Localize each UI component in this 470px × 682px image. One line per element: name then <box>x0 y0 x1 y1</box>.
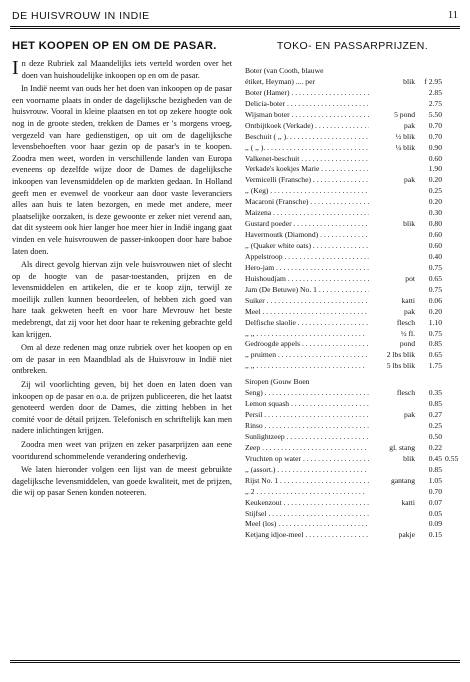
article-body <box>12 58 232 499</box>
item-price: 0.85 <box>428 399 442 409</box>
item-price: 0.45 <box>428 453 442 463</box>
price-row <box>245 263 460 274</box>
item-price: 0.27 <box>428 410 442 420</box>
item-unit: pak <box>404 410 415 420</box>
item-name: Hero-jam . . . <box>245 263 369 274</box>
price-row <box>245 432 460 443</box>
item-name: Ontbijtkoek (Verkade) . . . <box>245 121 369 132</box>
price-row <box>245 274 460 285</box>
item-price: 0.65 <box>428 350 442 360</box>
item-price: 0.70 <box>428 131 442 141</box>
price-row <box>245 66 460 77</box>
price-row <box>245 230 460 241</box>
item-price: 0.07 <box>428 497 442 507</box>
article-paragraph <box>12 379 232 437</box>
item-name: Rijst No. 1 . . . <box>245 476 369 487</box>
item-name: Lemon squash . . . <box>245 399 369 410</box>
item-name: Beschuit ( ,, ). . . . <box>245 132 369 143</box>
item-name: Wijsman boter . . . <box>245 110 369 121</box>
price-row <box>245 318 460 329</box>
price-list-column <box>245 40 460 541</box>
price-row <box>245 410 460 421</box>
price-row <box>245 361 460 372</box>
item-unit: pak <box>404 175 415 185</box>
article-paragraph <box>12 259 232 340</box>
paragraph-text: Om al deze redenen mag onze rubriek over het koopen op en om de pasar in een Maandblad als de Huisvrouw in Indië niet ontbreken. <box>12 343 232 376</box>
price-row <box>245 164 460 175</box>
item-unit: gl. stang <box>389 442 415 452</box>
item-price: 1.10 <box>428 317 442 327</box>
item-name: Suiker . . . <box>245 296 369 307</box>
price-row <box>245 154 460 165</box>
item-price: 0.35 <box>428 388 442 398</box>
item-price: 0.65 <box>428 273 442 283</box>
price-row <box>245 498 460 509</box>
price-row <box>245 99 460 110</box>
item-price: 5.50 <box>428 109 442 119</box>
price-row <box>245 307 460 318</box>
paragraph-text: Zij wil voorlichting geven, bij het doen en laten doen van inkoopen op de pasar en o.a. de prijzen publiceeren, die het laatst genoteerd werden door de Dames, die zitting hebben in het comité voor de détail prijzen. Telefonisch en schriftelijk kan men nadere inlichtingen krijgen. <box>12 380 232 436</box>
item-name: Appelstroop . . . <box>245 252 369 263</box>
item-name: Boter (van Cooth, blauwe <box>245 66 324 75</box>
paragraph-text: n deze Rubriek zal Maandelijks iets verteld worden over het doen van huishoudelijke inkoopen op en om de pasar. <box>21 59 232 80</box>
item-unit: blik <box>403 219 415 229</box>
article-paragraph <box>12 342 232 377</box>
item-price: 1.05 <box>428 475 442 485</box>
item-price: 0.70 <box>428 120 442 130</box>
price-row <box>245 399 460 410</box>
item-name: Gustard poeder . . . <box>245 219 369 230</box>
item-name: Zeep . . . <box>245 443 369 454</box>
item-unit: ¼ blik <box>395 142 415 152</box>
item-price: 0.80 <box>428 219 442 229</box>
item-price: 0.40 <box>428 251 442 261</box>
item-unit: 5 lbs blik <box>386 361 415 371</box>
item-price: 0.75 <box>428 284 442 294</box>
item-price: 0.70 <box>428 486 442 496</box>
price-row <box>245 454 460 465</box>
item-price: 0.09 <box>428 519 442 529</box>
item-price: 0.75 <box>428 328 442 338</box>
paragraph-text: We laten hieronder volgen een lijst van de meest gebruikte dagelijksche levensmiddelen, van goede kwaliteit, met de prijzen, die wij op pasar Senen konden noteeren. <box>12 465 232 498</box>
price-row <box>245 296 460 307</box>
item-unit: 5 pond <box>394 109 415 119</box>
paragraph-text: In Indië neemt van ouds her het doen van inkoopen op de pasar een voorname plaats in onder de dagelijksche bezigheden van de huisvrouw. Vooral in kleine plaatsen en tot op zekere hoogte ook nog in de groote steden, trekken de Dames er 's morgens vroeg, vergezeld van hare gedienstigen, op uit om de dagelijksche levensbehoeften voor haar gezin op de pasar's in te koopen. Zoodra men weet, worden in verschillende landen van Europa eveneens op dezelfde wijze door de Dames de dagelijksche inkoopen van levensmiddelen op de markten gedaan. In Holland geeft men er evenwel de voorkeur aan door vaste leveranciers alles aan huis te laten bezorgen, en mede met andere, meer plaatselijke oorzaken, is deze gewoonte er zeker niet verend aan, dat dit systeem ook hier langer hoe meer hier in Indië ingang gaat vinden en vele huisvrouwen de passer-inkoopen door hare baboe laten doen. <box>12 84 232 256</box>
article-column <box>12 40 232 501</box>
item-name: Havermoutk (Diamond) . . . <box>245 230 369 241</box>
price-row <box>245 465 460 476</box>
price-row <box>245 329 460 340</box>
item-name: Verkade's koekjes Marie . . . <box>245 164 369 175</box>
item-name: Keukenzout . . . <box>245 498 369 509</box>
item-unit: pot <box>405 273 415 283</box>
item-unit: pond <box>399 339 415 349</box>
item-price: 0.85 <box>428 464 442 474</box>
item-price: 0.25 <box>428 421 442 430</box>
item-name: Jam (De Betuwe) No. 1 . . . <box>245 285 369 296</box>
item-price: 0.60 <box>428 153 442 163</box>
item-unit: katti <box>401 497 415 507</box>
price-row <box>245 77 460 88</box>
item-price-alt: 0.55 <box>445 453 459 463</box>
price-list-title: TOKO- EN PASSARPRIJZEN. <box>276 40 429 52</box>
item-name: Persil . . . <box>245 410 369 421</box>
item-name: Vruchten op water . . . <box>245 454 369 465</box>
price-row <box>245 421 460 432</box>
price-row <box>245 252 460 263</box>
price-row <box>245 388 460 399</box>
price-row <box>245 339 460 350</box>
item-unit: ½ blik <box>395 131 415 141</box>
item-name: ,, pruimen . . . <box>245 350 369 361</box>
item-name: ,, (Quaker white oats) . . . <box>245 241 369 252</box>
item-unit: blik <box>403 76 415 86</box>
item-unit: pak <box>404 306 415 316</box>
item-price: 0.20 <box>428 306 442 316</box>
item-name: Rinso . . . <box>245 421 369 432</box>
item-name: Ketjang idjoe-meel . . . <box>245 530 369 541</box>
article-title: HET KOOPEN OP EN OM DE PASAR. <box>12 40 217 52</box>
price-row <box>245 208 460 219</box>
item-name: Macaroni (Fransche) . . . <box>245 197 369 208</box>
item-name: ,, (assort.) . . . <box>245 465 369 476</box>
price-row <box>245 132 460 143</box>
price-row <box>245 197 460 208</box>
item-price: 0.85 <box>428 339 442 349</box>
price-row <box>245 476 460 487</box>
item-unit: pak <box>404 120 415 130</box>
article-paragraph <box>12 439 232 462</box>
item-name: Sunlightzeep . . . <box>245 432 369 443</box>
item-price: 0.15 <box>428 530 442 540</box>
running-title: DE HUISVROUW IN INDIE <box>12 10 150 22</box>
item-name: étiket, Heyman) .... per <box>245 76 316 86</box>
price-row <box>245 350 460 361</box>
item-name: Stijfsel . . . <box>245 509 369 520</box>
price-row <box>245 121 460 132</box>
item-unit: ½ fl. <box>400 328 415 338</box>
item-price: 0.75 <box>428 262 442 272</box>
item-price: 0.22 <box>428 442 442 452</box>
item-name: Siropen (Gouw Boen <box>245 377 310 387</box>
item-name: Delicia-boter . . . <box>245 99 369 110</box>
item-name: ,, ,, . . . <box>245 361 369 372</box>
price-list <box>245 66 460 541</box>
item-unit: gantang <box>390 475 415 485</box>
item-unit: flesch <box>396 388 415 398</box>
item-price: 0.60 <box>428 241 442 250</box>
item-price: 0.60 <box>428 230 442 240</box>
item-name: Valkenet-beschuit . . . <box>245 154 369 165</box>
item-name: ,, 2 . . . <box>245 487 369 498</box>
item-name: Meel . . . <box>245 307 369 318</box>
price-row <box>245 530 460 541</box>
item-name: Vermicelli (Fransche) . . . <box>245 175 369 186</box>
item-price: 0.50 <box>428 431 442 441</box>
price-row <box>245 143 460 154</box>
paragraph-text: Als direct gevolg hiervan zijn vele huisvrouwen niet of slecht op de hoogte van de pasar-toestanden, prijzen en de levensmiddelen en artikelen, die er te koop zijn, terwijl ze moeilijk zullen kunnen beoordeelen, of hebben zich goed van hare taak gekweten heeft en voor hare Mevrouw het beste medebrengt, dat zij voor het door haar te rekening gebrachte geld kan krijgen. <box>12 260 232 339</box>
item-unit: pakje <box>398 530 415 540</box>
item-price: 0.90 <box>428 142 442 152</box>
item-name: Boter (Hamer) . . . <box>245 88 369 99</box>
paragraph-text: Zoodra men weet van prijzen en zeker pasarprijzen aan eene voortdurend schommelende verandering onderhevig. <box>12 440 232 461</box>
price-row <box>245 175 460 186</box>
item-price: 1.75 <box>428 361 442 371</box>
item-unit: katti <box>401 295 415 305</box>
article-paragraph <box>12 58 232 81</box>
page-header <box>10 8 460 29</box>
item-price: 2.85 <box>428 87 442 97</box>
article-paragraph <box>12 83 232 257</box>
item-unit: blik <box>403 453 415 463</box>
item-price: 0.20 <box>428 197 442 207</box>
item-name: ,, ( ,, ). . . . <box>245 143 369 154</box>
item-unit: flesch <box>396 317 415 327</box>
item-name: Gedroogde appels . . . <box>245 339 369 350</box>
price-row <box>245 186 460 197</box>
article-paragraph <box>12 464 232 499</box>
price-row <box>245 110 460 121</box>
price-row <box>245 241 460 252</box>
price-row <box>245 443 460 454</box>
price-row <box>245 285 460 296</box>
item-price: 0.30 <box>428 208 442 218</box>
page-number: 11 <box>447 10 458 21</box>
page-footer-rule <box>10 660 460 669</box>
item-name: ,, ,, . . . <box>245 329 369 340</box>
price-row <box>245 377 460 388</box>
item-name: Seng) . . . <box>245 388 369 399</box>
item-unit: 2 lbs blik <box>386 350 415 360</box>
price-row <box>245 519 460 530</box>
price-row <box>245 88 460 99</box>
item-price: 0.20 <box>428 175 442 185</box>
price-row <box>245 509 460 520</box>
item-price: 0.05 <box>428 508 442 518</box>
price-row <box>245 487 460 498</box>
item-price: 0.25 <box>428 186 442 196</box>
item-name: Maizena . . . <box>245 208 369 219</box>
item-price: 1.90 <box>428 164 442 174</box>
item-price: 2.75 <box>428 98 442 108</box>
item-name: ,, (Keg) . . . <box>245 186 369 197</box>
item-name: Delfische slaolie . . . <box>245 318 369 329</box>
item-name: Huishoudjam . . . <box>245 274 369 285</box>
price-row <box>245 219 460 230</box>
item-price: f 2.95 <box>424 76 442 86</box>
drop-cap: I <box>12 57 19 79</box>
item-price: 0.06 <box>428 295 442 305</box>
item-name: Meel (los) . . . <box>245 519 369 530</box>
